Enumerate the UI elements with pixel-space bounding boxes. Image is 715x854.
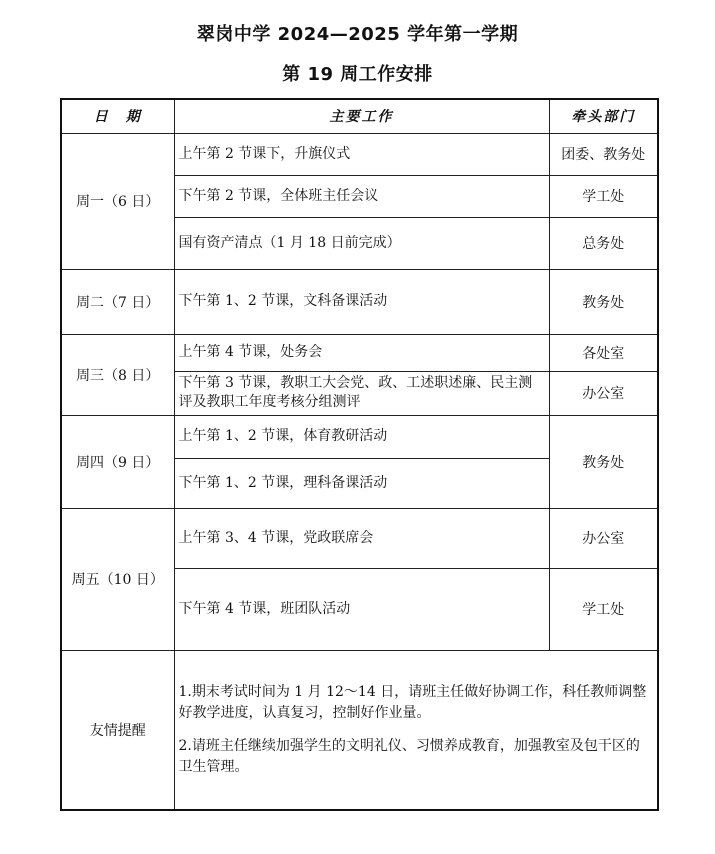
work-cell: 下午第 4 节课，班团队活动 xyxy=(174,568,549,650)
dept-cell: 团委、教务处 xyxy=(549,133,658,175)
day-friday: 周五（10 日） xyxy=(61,508,174,650)
table-row xyxy=(61,334,658,371)
dept-cell: 教务处 xyxy=(549,269,658,334)
table-row xyxy=(61,415,658,458)
work-cell: 下午第 1、2 节课，文科备课活动 xyxy=(174,269,549,334)
work-cell: 下午第 2 节课，全体班主任会议 xyxy=(174,175,549,217)
day-thursday: 周四（9 日） xyxy=(61,415,174,508)
day-tuesday: 周二（7 日） xyxy=(61,269,174,334)
work-cell: 下午第 1、2 节课，理科备课活动 xyxy=(174,458,549,508)
schedule-table xyxy=(60,98,659,811)
day-monday: 周一（6 日） xyxy=(61,133,174,269)
dept-cell: 办公室 xyxy=(549,371,658,415)
work-cell: 下午第 3 节课，教职工大会党、政、工述职述廉、民主测评及教职工年度考核分组测评 xyxy=(174,371,549,415)
reminder-label: 友情提醒 xyxy=(61,650,174,810)
dept-cell-shared: 教务处 xyxy=(549,415,658,508)
reminder-item: 1.期末考试时间为 1 月 12～14 日，请班主任做好协调工作，科任教师调整好教学进度，认真复习，控制好作业量。 xyxy=(178,683,647,721)
day-wednesday: 周三（8 日） xyxy=(61,334,174,415)
reminder-item: 2.请班主任继续加强学生的文明礼仪、习惯养成教育，加强教室及包干区的卫生管理。 xyxy=(178,737,640,775)
dept-cell: 各处室 xyxy=(549,334,658,371)
header-date: 日 期 xyxy=(61,99,174,133)
dept-cell: 学工处 xyxy=(549,175,658,217)
work-cell: 上午第 1、2 节课，体育教研活动 xyxy=(174,415,549,458)
work-cell: 上午第 2 节课下，升旗仪式 xyxy=(174,133,549,175)
dept-cell: 总务处 xyxy=(549,217,658,269)
dept-cell: 办公室 xyxy=(549,508,658,568)
work-cell: 上午第 3、4 节课，党政联席会 xyxy=(174,508,549,568)
reminder-content xyxy=(174,650,658,810)
reminder-row xyxy=(61,650,658,810)
document-title: 翠岗中学 2024—2025 学年第一学期 xyxy=(196,24,519,45)
dept-cell: 学工处 xyxy=(549,568,658,650)
header-dept: 牵头部门 xyxy=(549,99,658,133)
header-work: 主要工作 xyxy=(174,99,549,133)
table-row xyxy=(61,133,658,175)
table-row xyxy=(61,269,658,334)
work-cell: 上午第 4 节课，处务会 xyxy=(174,334,549,371)
document-subtitle: 第 19 周工作安排 xyxy=(282,64,433,85)
work-cell: 国有资产清点（1 月 18 日前完成） xyxy=(174,217,549,269)
table-row xyxy=(61,508,658,568)
header-row xyxy=(61,99,658,133)
